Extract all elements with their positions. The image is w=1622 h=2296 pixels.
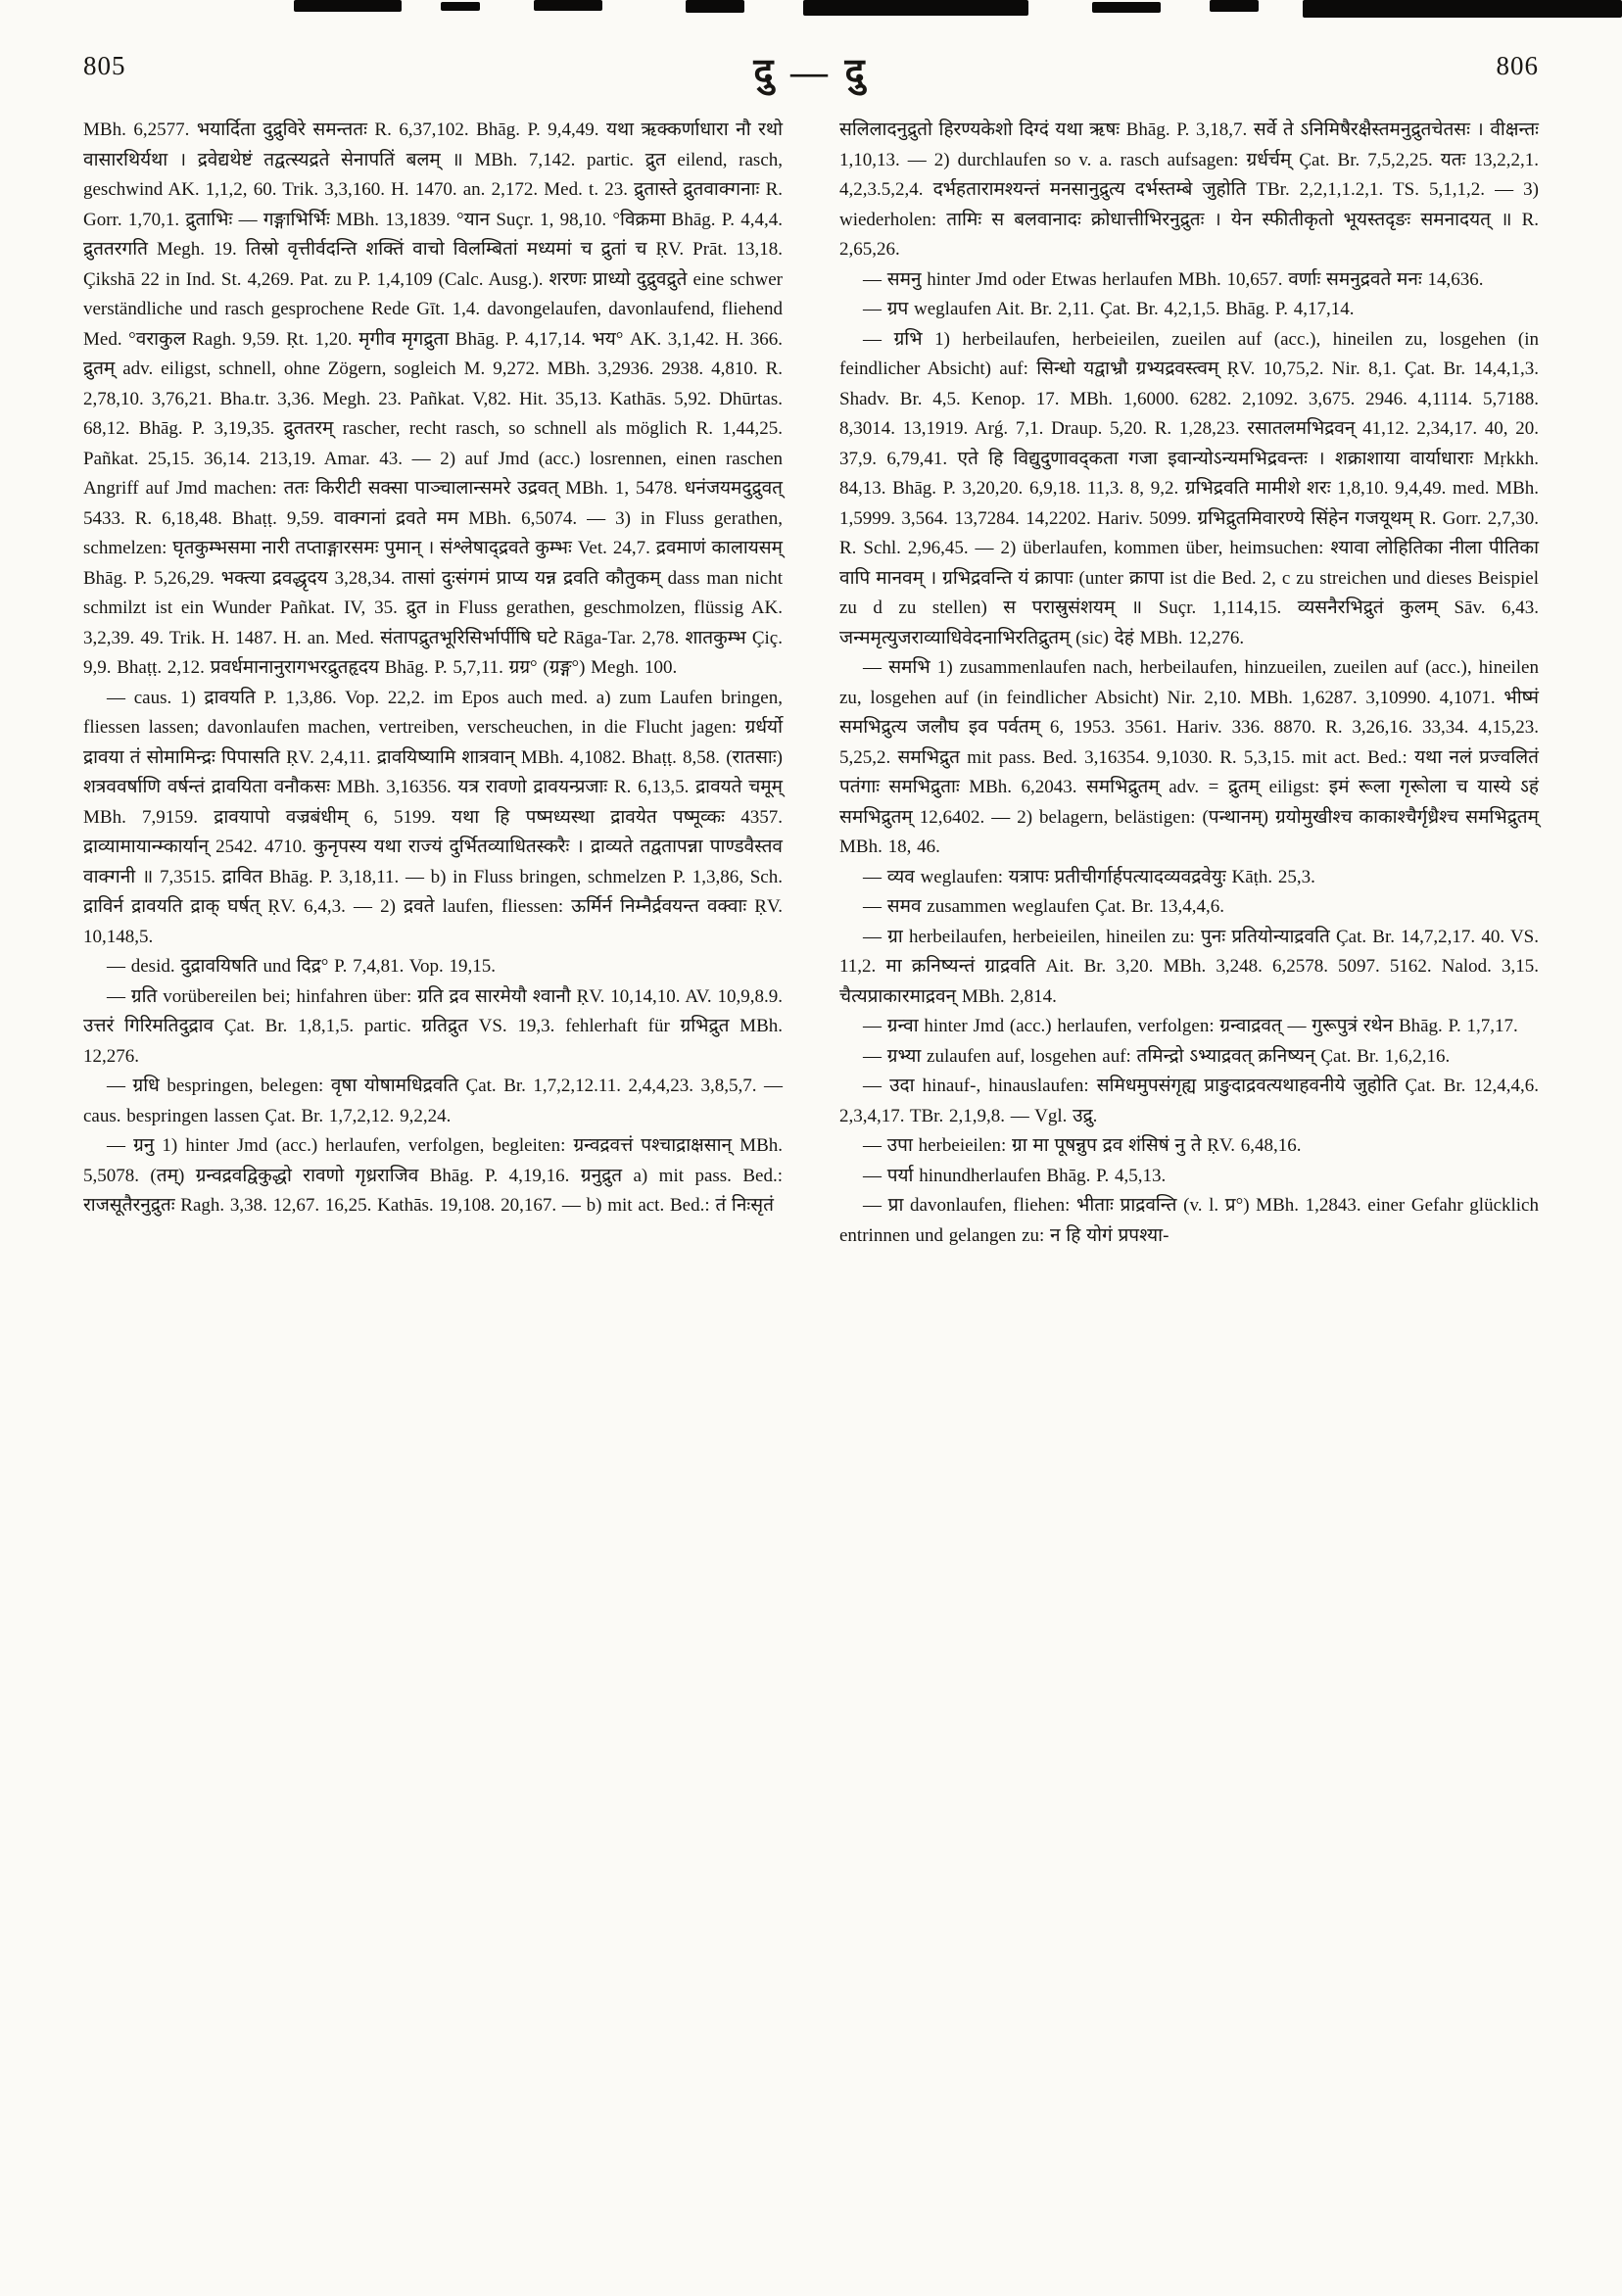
para-drut-continuation: MBh. 6,2577. भयार्दिता दुद्रुविरे समन्ततः R. 6,37,102. Bhāg. P. 9,4,49. यथा ऋक्कर्णाधारा नौ रथो वासारथिर्यथा । द्रवेद्यथेष्टं तद्वत्स्यद्रते सेनापतिं बलम् ॥ MBh. 7,142. partic. द्रुत eilend, rasch, geschwind AK. 1,1,2, 60. Trik. 3,3,160. H. 1470. an. 2,172. Med. t. 23. द्रुतास्ते द्रुतवाक्गनाः R. Gorr. 1,70,1. द्रुताभिः — गङ्गाभिर्भिः MBh. 13,1839. °यान Suçr. 1, 98,10. °विक्रमा Bhāg. P. 4,4,4. द्रुततरगति Megh. 19. तिस्रो वृत्तीर्वदन्ति शक्तिं वाचो विलम्बितां मध्यमां च द्रुतां च ṚV. Prāt. 13,18. Çikshā 22 in Ind. St. 4,269. Pat. zu P. 1,4,109 (Calc. Ausg.). शरणः प्राध्यो दुद्रुवद्रुते eine schwer verständliche und rasch gesprochene Rede Gīt. 1,4. davongelaufen, davonlaufend, fliehend Med. °वराकुल Ragh. 9,59. Ṛt. 1,20. मृगीव मृगद्रुता Bhāg. P. 4,17,14. भय° AK. 3,1,42. H. 366. द्रुतम् adv. eiligst, schnell, ohne Zögern, sogleich M. 9,272. MBh. 3,2936. 2938. 4,810. R. 2,78,10. 3,76,21. Bha.tr. 3,36. Megh. 23. Pañkat. V,82. Hit. 35,13. Kathās. 5,92. Dhūrtas. 68,12. Bhāg. P. 3,19,35. द्रुततरम् rascher, recht rasch, so schnell als möglich R. 1,44,25. Pañkat. 25,15. 36,14. 213,19. Amar. 43. — 2) auf Jmd (acc.) losrennen, einen raschen Angriff auf Jmd machen: ततः किरीटी सक्सा पाञ्चालान्समरे उद्रवत् MBh. 1, 5478. धनंजयमदुद्रुवत् 5433. R. 6,18,48. Bhaṭṭ. 9,59. वाक्गनां द्रवते मम MBh. 6,5074. — 3) in Fluss gerathen, schmelzen: घृतकुम्भसमा नारी तप्ताङ्गारसमः पुमान् । संश्लेषाद्द्रवते कुम्भः Vet. 24,7. द्रवमाणं कालायसम् Bhāg. P. 5,26,29. भक्त्या द्रवद्धृदय 3,28,34. तासां दुःसंगमं प्राप्य यन्न द्रवति कौतुकम् dass man nicht schmilzt ist ein Wunder Pañkat. IV, 35. द्रुत in Fluss gerathen, geschmolzen, flüssig AK. 3,2,39. 49. Trik. H. 1487. H. an. Med. संतापद्रुतभूरिसिर्भार्पीषि घटे Rāga-Tar. 2,78. शातकुम्भ Çiç. 9,9. Bhaṭṭ. 2,12. प्रवर्धमानानुरागभरद्रुतहृदय Bhāg. P. 5,7,11. ग्रग्र° (ग्रङ्ग°) Megh. 100. — [83, 120, 783, 678]
left-column — [83, 116, 783, 1251]
scan-artifact — [803, 0, 1028, 16]
para-prefix-anvaa: — ग्रन्वा hinter Jmd (acc.) herlaufen, verfolgen: ग्रन्वाद्रवत् — गुरूपुत्रं रथेन Bhāg. P. 1,7,17. — [863, 1016, 1518, 1036]
running-head: दु — दु — [753, 52, 869, 93]
scan-artifact — [686, 0, 744, 13]
para-prefix-apa: — ग्रप weglaufen Ait. Br. 2,11. Çat. Br. 4,2,1,5. Bhāg. P. 4,17,14. — [863, 299, 1355, 319]
text-columns — [83, 116, 1539, 1251]
para-prefix-ati: — ग्रति vorübereilen bei; hinfahren über: ग्रति द्रव सारमेयौ श्वानौ ṚV. 10,14,10. AV. 10,9,8.9. उत्तरं गिरिमतिदुद्राव Çat. Br. 1,8,1,5. partic. ग्रतिद्रुत VS. 19,3. fehlerhaft für ग्रभिद्रुत MBh. 12,276. — [83, 985, 783, 1067]
scan-artifact — [1303, 0, 1622, 18]
right-column — [839, 116, 1539, 1251]
para-prefix-praa: — प्रा davonlaufen, fliehen: भीताः प्राद्रवन्ति (v. l. प्र°) MBh. 1,2843. einer Gefahr glücklich entrinnen und gelangen zu: न हि योगं प्रपश्या- — [839, 1195, 1539, 1246]
page-header — [83, 45, 1539, 93]
para-prefix-samanu: — समनु hinter Jmd oder Etwas herlaufen MBh. 10,657. वर्णाः समनुद्रवते मनः 14,636. — [863, 268, 1484, 290]
scan-artifact — [294, 0, 402, 12]
para-prefix-abhi: — ग्रभि 1) herbeilaufen, herbeieilen, zueilen auf (acc.), hineilen zu, losgehen (in feindlicher Absicht) auf: सिन्धो यद्वाभ्रौ ग्रभ्यद्रवस्त्वम् ṚV. 10,75,2. Nir. 8,1. Çat. Br. 14,4,1,3. Shadv. Br. 4,5. Kenop. 17. MBh. 1,6000. 6282. 2,1092. 3,675. 2946. 4,1114. 5,7188. 8,3014. 13,1919. Arǵ. 7,1. Draup. 5,20. R. 1,28,23. रसातलमभिद्रवन् 41,12. 2,34,17. 40, 20. 37,9. 6,79,41. एते हि विद्युदुणावद्कता गजा इवान्योऽन्यमभिद्रवन्तः । शक्राशाया वार्याधाराः Mṛkkh. 84,13. Bhāg. P. 3,20,20. 6,9,18. 11,3. 8, 9,2. ग्रभिद्रवति मामीशे शरः 1,8,10. 9,4,49. med. MBh. 1,5999. 3,564. 13,7284. 14,2202. Hariv. 5099. ग्रभिद्रुतमिवारण्ये सिंहेन गजयूथम् R. Gorr. 2,7,30. R. Schl. 2,96,45. — 2) überlaufen, kommen über, heimsuchen: श्यावा लोहितिका नीला पीतिका वापि मानवम् । ग्रभिद्रवन्ति यं क्रापाः (unter क्रापा ist die Bed. 2, c zu streichen und dieses Beispiel zu d zu stellen) स परास्रुसंशयम् ॥ Suçr. 1,114,15. व्यसनैरभिद्रुतं कुलम् Sāv. 6,43. जन्ममृत्युजराव्याधिवेदनाभिरतिद्रुतम् (sic) देहं MBh. 12,276. — [839, 328, 1539, 648]
page-number-right: 806 — [1496, 51, 1539, 80]
para-desiderative: — desid. दुद्रावयिषति und दिद्र° P. 7,4,81. Vop. 19,15. — [107, 956, 497, 977]
para-prefix-upaa: — उपा herbeieilen: ग्रा मा पूषन्नुप द्रव शंसिषं नु ते ṚV. 6,48,16. — [863, 1135, 1302, 1156]
page-number-left: 805 — [83, 51, 126, 80]
para-prefix-adhi: — ग्रधि bespringen, belegen: वृषा योषामधिद्रवति Çat. Br. 1,7,2,12.11. 2,4,4,23. 3,8,5,7. — caus. bespringen lassen Çat. Br. 1,7,2,12. 9,2,24. — [83, 1076, 783, 1126]
scan-artifact — [441, 2, 480, 11]
para-prefix-aa: — ग्रा herbeilaufen, herbeieilen, hineilen zu: पुनः प्रतियोन्याद्रवति Çat. Br. 14,7,2,17. 40. VS. 11,2. मा क्रनिष्यन्तं ग्राद्रवति Ait. Br. 3,20. MBh. 3,248. 6,2578. 5097. 5162. Nalod. 3,15. चैत्यप्राकारमाद्रवन् MBh. 2,814. — [839, 926, 1539, 1007]
para-anu-continuation: सलिलादनुद्रुतो हिरण्यकेशो दिग्दं यथा ऋषः Bhāg. P. 3,18,7. सर्वे ते ऽनिमिषैरक्षैस्तमनुद्रुतचेतसः । वीक्षन्तः 1,10,13. — 2) durchlaufen so v. a. rasch aufsagen: ग्रर्धर्चम् Çat. Br. 7,5,2,25. यतः 13,2,2,1. 4,2,3.5,2,4. दर्भहतारामश्यन्तं मनसानुद्रुत्य दर्भस्तम्बे जुहोति TBr. 2,2,1,1.2,1. TS. 5,1,1,2. — 3) wiederholen: तामिः स बलवानादः क्रोधात्तीभिरनुद्रुतः । येन स्फीतीकृतो भूयस्तदृङः समनादयत् ॥ R. 2,65,26. — [839, 120, 1539, 260]
para-prefix-samabhi: — समभि 1) zusammenlaufen nach, herbeilaufen, hinzueilen, zueilen auf (acc.), hineilen zu, losgehen auf (in feindlicher Absicht) Nir. 2,10. MBh. 1,6287. 3,10990. 4,1071. भीष्मं समभिद्रुत्य जलौघ इव पर्वतम् 6, 1953. 3561. Hariv. 336. 8870. R. 3,26,16. 33,34. 4,15,23. 5,25,2. समभिद्रुत mit pass. Bed. 3,16354. 9,1030. R. 5,3,15. mit act. Bed.: यथा नलं प्रज्वलितं पतंगाः समभिद्रुताः MBh. 6,2043. समभिद्रुतम् adv. = द्रुतम् eiligst: इमं रूला गृरूोला च यास्ये ऽहं समभिद्रुतम् 12,6402. — 2) belagern, belästigen: (पन्थानम्) ग्रयोमुखीश्च काकाश्चैर्गृध्रैश्च समभिद्रुतम् MBh. 18, 46. — [839, 657, 1539, 857]
para-prefix-vyava: — व्यव weglaufen: यत्रापः प्रतीचीर्गार्हपत्यादव्यवद्रवेयुः Kāṭh. 25,3. — [863, 866, 1315, 887]
para-prefix-samava: — समव zusammen weglaufen Çat. Br. 13,4,4,6. — [863, 896, 1224, 917]
para-prefix-abhyaa: — ग्रभ्या zulaufen auf, losgehen auf: तमिन्द्रो ऽभ्याद्रवत् क्रनिष्यन् Çat. Br. 1,6,2,16. — [863, 1045, 1451, 1067]
scan-artifact — [1210, 0, 1259, 12]
para-prefix-anu: — ग्रनु 1) hinter Jmd (acc.) herlaufen, verfolgen, begleiten: ग्रन्वद्रवत्तं पश्चाद्राक्षसान् MBh. 5,5078. (तम्) ग्रन्वद्रवद्विकुद्धो रावणो गृध्रराजिव Bhāg. P. 4,19,16. ग्रनुद्रुत a) mit pass. Bed.: राजसूतैरनुद्रुतः Ragh. 3,38. 12,67. 16,25. Kathās. 19,108. 20,167. — b) mit act. Bed.: तं निःसृतं — [83, 1135, 783, 1216]
para-prefix-udaa: — उदा hinauf-, hinauslaufen: समिधमुपसंगृह्य प्राङुदाद्रवत्यथाहवनीये जुहोति Çat. Br. 12,4,4,6. 2,3,4,17. TBr. 2,1,9,8. — Vgl. उद्रु. — [839, 1076, 1539, 1126]
para-causative: — caus. 1) द्रावयति P. 1,3,86. Vop. 22,2. im Epos auch med. a) zum Laufen bringen, fliessen lassen; davonlaufen machen, vertreiben, verscheuchen, in die Flucht jagen: ग्रर्धर्यो द्रावया तं सोमामिन्द्रः पिपासति ṚV. 2,4,11. द्रावयिष्यामि शात्रवान् MBh. 4,1082. Bhaṭṭ. 8,58. (रातसाः) शत्रववर्षाणि वर्षन्तं द्रावयिता वनौकसः MBh. 3,16356. यत्र रावणो द्रावयन्प्रजाः R. 6,13,5. द्रावयते चमूम् MBh. 7,9159. द्रावयापो वज्रबंधीम् 6, 5199. यथा हि पष्मध्यस्था द्रावयेत पष्मूव्कः 4357. द्राव्यामायान्म्कार्यान् 2542. 4710. कुनृपस्य यथा राज्यं दुर्भितव्याधितस्करैः । द्राव्यते तद्वतापन्ना पाण्डवैस्तव वाक्गनी ॥ 7,3515. द्रावित Bhāg. P. 3,18,11. — b) in Fluss bringen, schmelzen P. 1,3,86, Sch. द्राविर्न द्रावयति द्राक् घर्षत् ṚV. 6,4,3. — 2) द्रवते laufen, fliessen: ऊर्मिर्न निम्नैर्द्रवयन्त वक्वाः ṚV. 10,148,5. — [83, 687, 783, 947]
para-prefix-paryaa: — पर्या hinundherlaufen Bhāg. P. 4,5,13. — [863, 1165, 1167, 1186]
scan-artifact — [534, 0, 602, 11]
scan-artifact — [1092, 2, 1161, 13]
